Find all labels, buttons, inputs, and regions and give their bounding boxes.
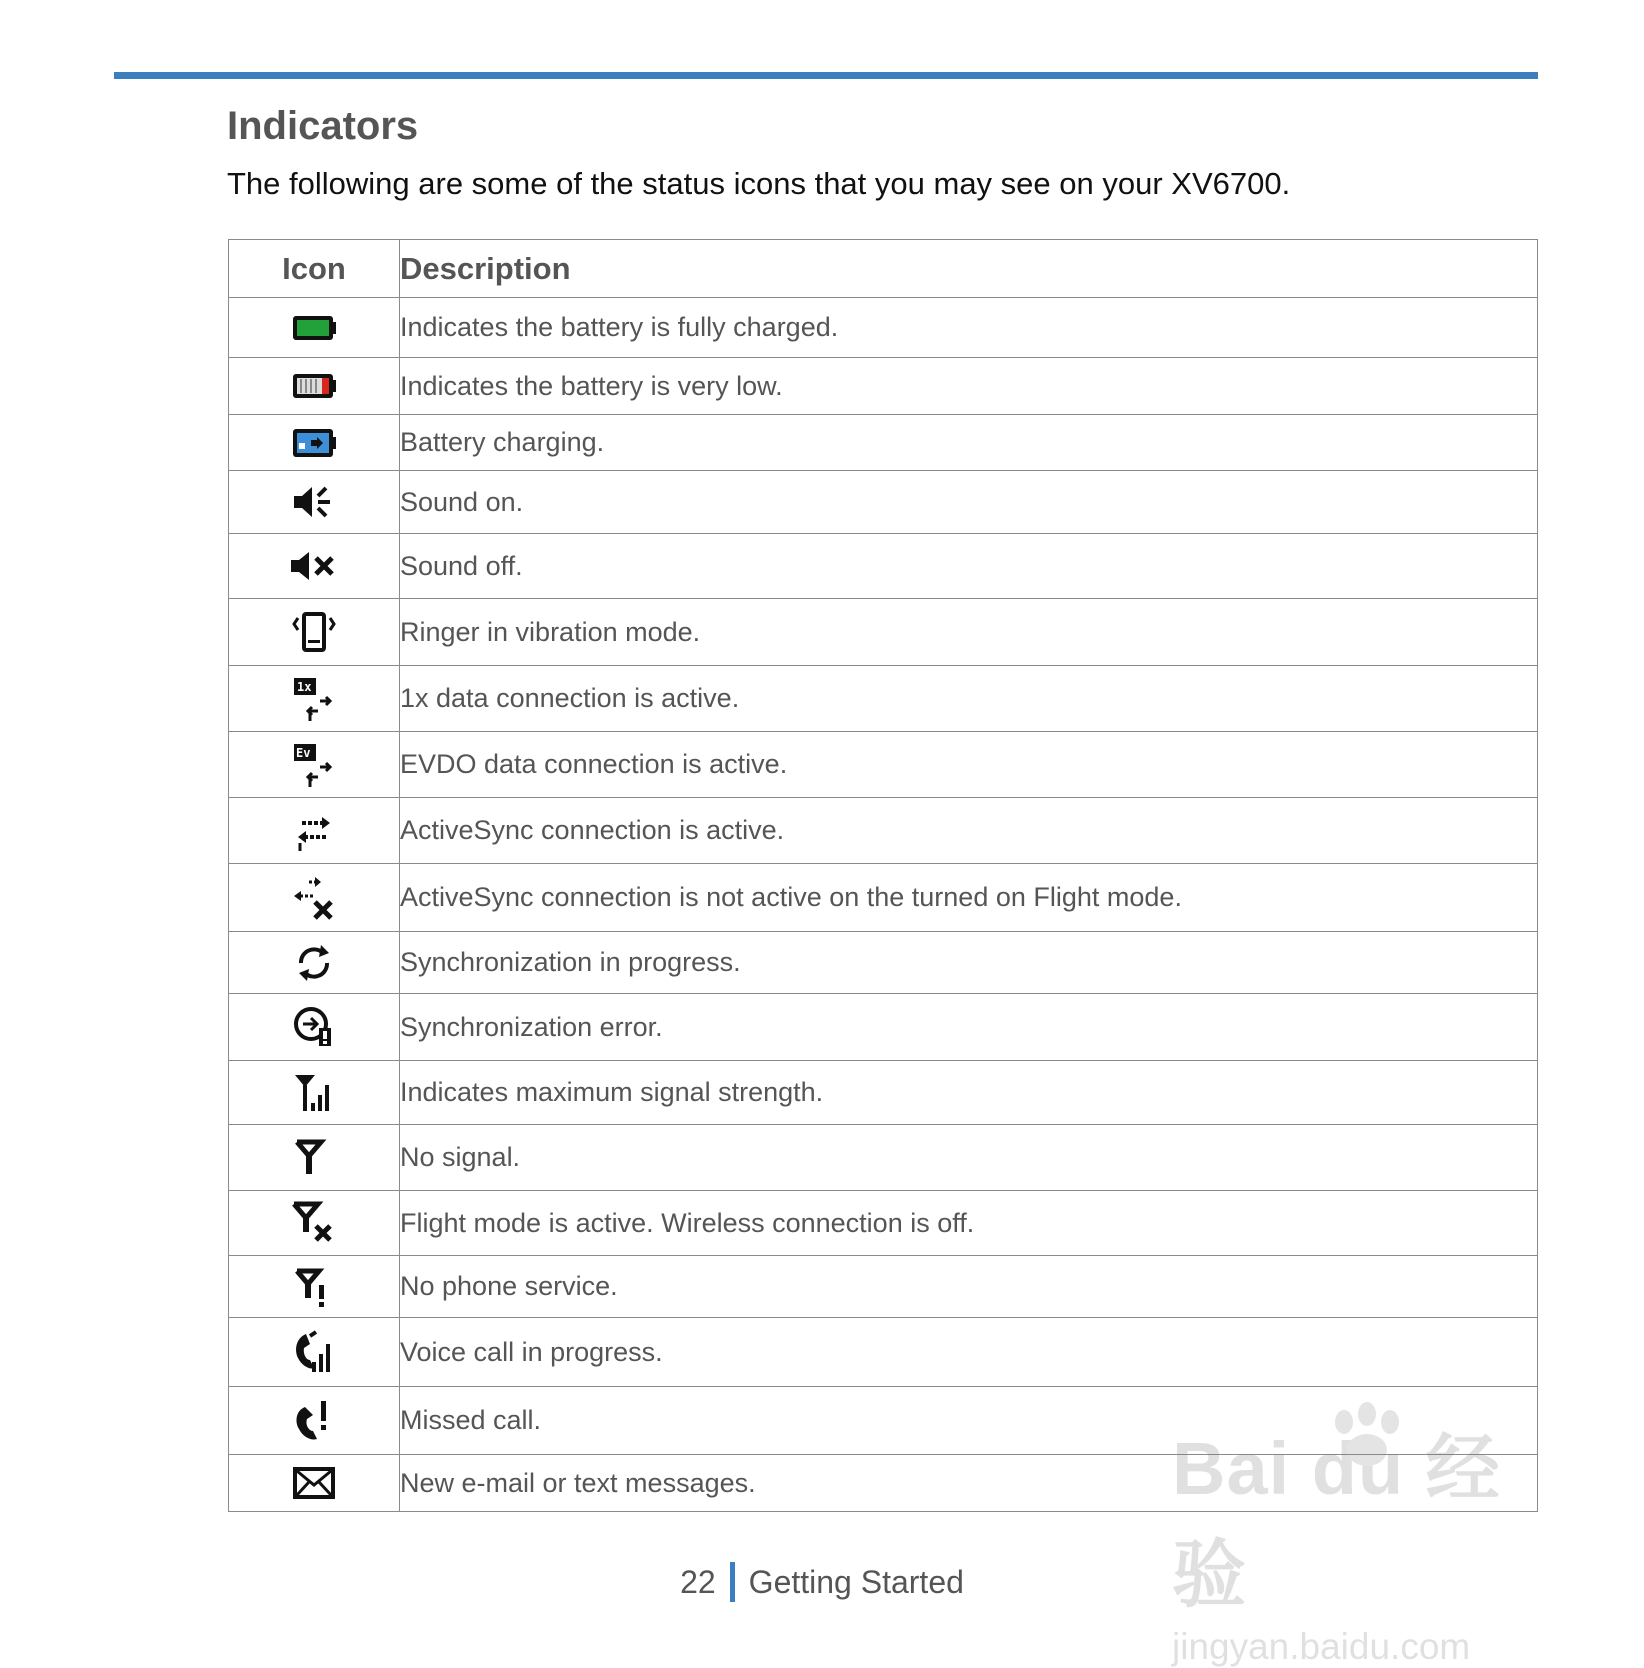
battery-charging-icon xyxy=(291,426,337,460)
page-number: 22 xyxy=(680,1563,716,1600)
table-row xyxy=(229,599,1538,666)
table-cell-description: Indicates the battery is very low. xyxy=(400,358,1538,415)
signal-none-icon xyxy=(291,1136,337,1180)
table-row xyxy=(229,1387,1538,1455)
table-cell-description: Sound off. xyxy=(400,534,1538,599)
page-title: Indicators xyxy=(227,104,419,148)
signal-max-icon xyxy=(291,1071,337,1115)
missed-call-icon xyxy=(291,1397,337,1445)
section-title: Getting Started xyxy=(748,1563,964,1600)
column-header-description: Description xyxy=(400,240,1538,298)
top-rule xyxy=(114,72,1538,79)
activesync-off-icon xyxy=(289,874,339,922)
table-row xyxy=(229,471,1538,534)
table-cell-description: Ringer in vibration mode. xyxy=(400,599,1538,666)
table-cell-description: Voice call in progress. xyxy=(400,1318,1538,1387)
svg-text:1x: 1x xyxy=(297,679,312,694)
footer-divider xyxy=(730,1562,735,1602)
table-row xyxy=(229,1256,1538,1318)
table-row xyxy=(229,666,1538,732)
table-row xyxy=(229,415,1538,471)
data-1x-icon xyxy=(290,675,338,723)
table-row xyxy=(229,864,1538,932)
flight-mode-icon xyxy=(290,1200,338,1246)
table-cell-description: Indicates maximum signal strength. xyxy=(400,1061,1538,1125)
intro-text: The following are some of the status icons that you may see on your XV6700. xyxy=(227,166,1291,201)
table-row xyxy=(229,1061,1538,1125)
watermark-logo-text: Bai du 经验 xyxy=(1172,1427,1501,1616)
activesync-icon xyxy=(290,809,338,853)
no-service-icon xyxy=(291,1265,337,1309)
svg-text:Ev: Ev xyxy=(296,745,311,760)
table-cell-description: Missed call. xyxy=(400,1387,1538,1455)
voice-call-icon xyxy=(290,1328,338,1376)
table-cell-description: No signal. xyxy=(400,1125,1538,1191)
table-cell-description: ActiveSync connection is not active on the turned on Flight mode. xyxy=(400,864,1538,932)
battery-full-icon xyxy=(291,313,337,343)
table-cell-description: Battery charging. xyxy=(400,415,1538,471)
table-cell-description: New e-mail or text messages. xyxy=(400,1455,1538,1512)
table-row xyxy=(229,994,1538,1061)
data-evdo-icon xyxy=(290,741,338,789)
table-cell-description: EVDO data connection is active. xyxy=(400,732,1538,798)
sound-on-icon xyxy=(290,482,338,522)
watermark-url: jingyan.baidu.com xyxy=(1172,1626,1471,1667)
table-cell-description: Synchronization in progress. xyxy=(400,932,1538,994)
battery-low-icon xyxy=(291,371,337,401)
table-cell-description: Flight mode is active. Wireless connection is off. xyxy=(400,1191,1538,1256)
table-row xyxy=(229,932,1538,994)
table-row xyxy=(229,1125,1538,1191)
new-message-icon xyxy=(291,1465,337,1501)
indicator-table xyxy=(228,239,1538,1512)
table-cell-description: Sound on. xyxy=(400,471,1538,534)
vibrate-icon xyxy=(290,610,338,654)
table-row xyxy=(229,358,1538,415)
table-cell-description: ActiveSync connection is active. xyxy=(400,798,1538,864)
page-footer xyxy=(0,1562,1644,1602)
table-header-row xyxy=(229,240,1538,298)
table-row xyxy=(229,298,1538,358)
sync-progress-icon xyxy=(291,941,337,985)
table-row xyxy=(229,1318,1538,1387)
sync-error-icon xyxy=(291,1004,337,1050)
column-header-icon: Icon xyxy=(229,240,400,298)
table-cell-description: No phone service. xyxy=(400,1256,1538,1318)
table-row xyxy=(229,798,1538,864)
sound-off-icon xyxy=(289,548,339,584)
table-row xyxy=(229,534,1538,599)
table-row xyxy=(229,1455,1538,1512)
table-row xyxy=(229,1191,1538,1256)
table-cell-description: Indicates the battery is fully charged. xyxy=(400,298,1538,358)
table-cell-description: Synchronization error. xyxy=(400,994,1538,1061)
table-cell-description: 1x data connection is active. xyxy=(400,666,1538,732)
table-row xyxy=(229,732,1538,798)
